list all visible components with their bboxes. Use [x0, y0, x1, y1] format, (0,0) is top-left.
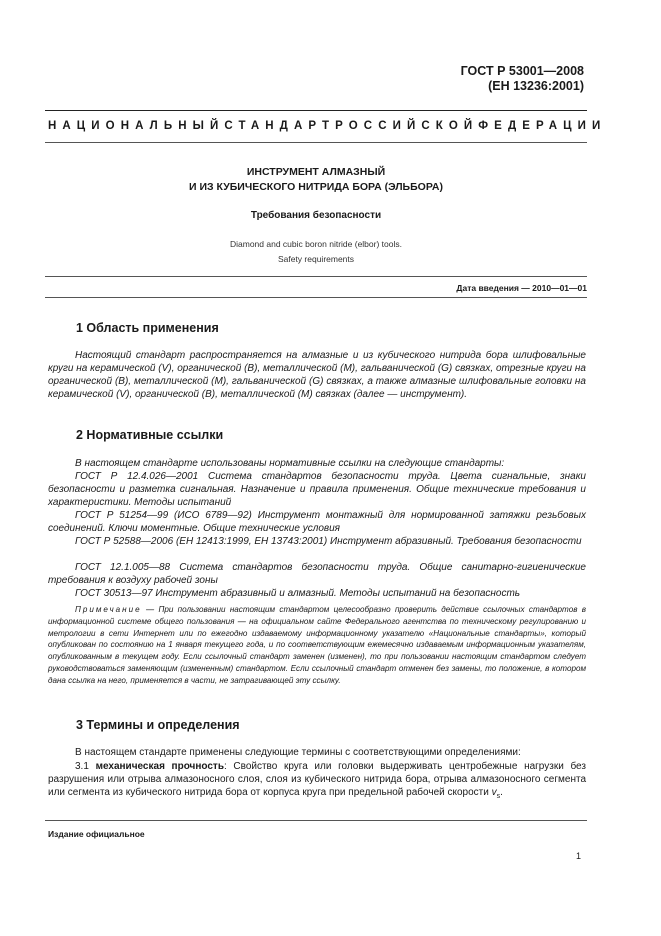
date-top-rule: [45, 276, 587, 277]
date-bottom-rule: [45, 297, 587, 298]
term-text: : Свойство круга или головки выдерживать центробежные нагрузки без разрушения или отрыва алмазоносного слоя, слоя из кубического нитрида бора, отрыва алмазоносного сегмента или сегмента из кубического нитрида бора от корпуса круга при предельной рабочей скорости: [48, 761, 586, 798]
section-3-heading: 3 Термины и определения: [76, 718, 240, 732]
standard-code: [461, 64, 584, 94]
term-end: .: [500, 787, 503, 798]
footer-rule: [45, 820, 587, 821]
speed-symbol: v: [491, 787, 497, 798]
banner-bottom-rule: [45, 142, 587, 143]
official-edition-label: Издание официальное: [48, 829, 145, 839]
note-label: Примечание: [75, 605, 142, 614]
reference-item: ГОСТ Р 12.4.026—2001 Система стандартов безопасности труда. Цвета сигнальные, знаки безопасности и разметка сигнальная. Назначение и правила применения. Общие технические требования и характеристики. Методы испытаний: [48, 471, 586, 508]
banner-word: ФЕДЕРАЦИИ: [478, 120, 607, 132]
term-definition: [48, 760, 586, 803]
reference-item: ГОСТ 30513—97 Инструмент абразивный и алмазный. Методы испытаний на безопасность: [75, 588, 521, 599]
reference-item: ГОСТ Р 51254—99 (ИСО 6789—92) Инструмент монтажный для нормированной затяжки резьбовых соединений. Ключи моментные. Общие технические условия: [48, 510, 586, 534]
section-2-heading: 2 Нормативные ссылки: [76, 428, 224, 442]
section-3-intro: В настоящем стандарте применены следующие термины с соответствующими определениями:: [75, 747, 521, 758]
banner-word: РОССИЙСКОЙ: [335, 120, 479, 132]
reference-item: ГОСТ 12.1.005—88 Система стандартов безопасности труда. Общие санитарно-гигиенические требования к воздуху рабочей зоны: [48, 562, 586, 586]
section-1-text: Настоящий стандарт распространяется на алмазные и из кубического нитрида бора шлифовальные круги на керамической (V), органической (B), металлической (M), гальванической (G) связках, отрезные круги на органической (B), металлической (M), гальванической (G) связках, а также алмазные шлифовальные головки на керамической (V), органической (B), металлической (M) связках (далее — инструмент).: [48, 350, 586, 400]
banner-word: СТАНДАРТ: [224, 120, 336, 132]
term-number: 3.1: [75, 761, 89, 772]
references-note: [48, 604, 586, 687]
note-text: — При пользовании настоящим стандартом целесообразно проверить действие ссылочных стандартов в информационной системе общего пользования — на официальном сайте Федерального агентства по техническому регулированию и метрологии в сети Интернет или по ежегодно издаваемому информационному указателю «Национальные стандарты», который опубликован по состоянию на 1 января текущего года, и по соответствующим ежемесячно издаваемым информационным указателям, опубликованным в текущем году. Если ссылочный стандарт заменен (изменен), то при пользовании настоящим стандартом следует руководствоваться заменяющим (измененным) стандартом. Если ссылочный стандарт отменен без замены, то положение, в котором дана ссылка на него, применяется в части, не затрагивающей эту ссылку.: [48, 605, 587, 685]
document-subtitle: Требования безопасности: [250, 210, 382, 221]
document-title: [45, 165, 587, 195]
standard-code-primary: ГОСТ Р 53001—2008: [460, 64, 584, 78]
standard-code-equivalent: (ЕН 13236:2001): [488, 79, 584, 93]
term-name: механическая прочность: [95, 761, 224, 772]
english-title-line-2: Safety requirements: [277, 254, 355, 264]
title-line-2: И ИЗ КУБИЧЕСКОГО НИТРИДА БОРА (ЭЛЬБОРА): [189, 181, 443, 193]
english-title-line-1: Diamond and cubic boron nitride (elbor) tools.: [230, 239, 402, 249]
top-rule: [45, 110, 587, 111]
section-1-heading: 1 Область применения: [76, 321, 219, 335]
page-number: 1: [575, 851, 581, 861]
english-title: [45, 237, 587, 267]
banner-word: НАЦИОНАЛЬНЫЙ: [48, 120, 225, 132]
section-2-intro: В настоящем стандарте использованы нормативные ссылки на следующие стандарты:: [75, 458, 505, 469]
introduction-date: Дата введения — 2010—01—01: [456, 283, 587, 293]
reference-item: ГОСТ Р 52588—2006 (ЕН 12413:1999, ЕН 13743:2001) Инструмент абразивный. Требования безопасности: [75, 536, 582, 547]
title-line-1: ИНСТРУМЕНТ АЛМАЗНЫЙ: [246, 166, 386, 178]
speed-subscript: s: [496, 793, 501, 800]
national-standard-banner: [48, 120, 607, 132]
